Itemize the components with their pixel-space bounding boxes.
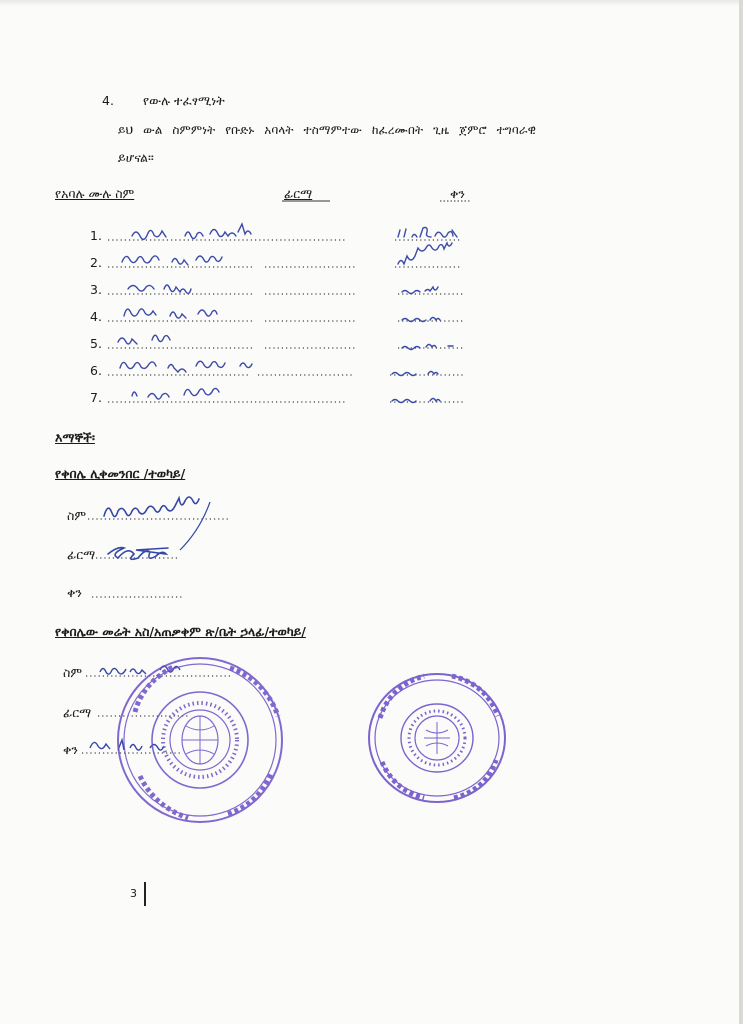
row-number: 1.: [90, 228, 102, 243]
kebele-name-label: ስም: [67, 508, 87, 523]
section-body-line2: ይሆናል፡፡: [118, 150, 154, 165]
row-number: 7.: [90, 390, 102, 405]
official-seal-stamp-right: [364, 668, 510, 808]
row-number: 3.: [90, 282, 102, 297]
section-body-line1: ይህ ውል ስምምነት የቡድኑ አባላት ተስማምተው ከፈረሙበት ጊዜ ጀምሮ ተግባራዊ: [118, 123, 537, 137]
row-number: 2.: [90, 255, 102, 270]
page-number: 3: [130, 887, 137, 900]
section-number: 4.: [102, 93, 114, 108]
land-office-signature-label: ፊርማ: [63, 705, 92, 720]
kebele-signature-label: ፊርማ: [67, 547, 96, 562]
land-office-name-label: ስም: [63, 665, 83, 680]
kebele-entry-lines: [0, 440, 743, 610]
row-number: 4.: [90, 309, 102, 324]
header-signature: ፊርማ: [284, 186, 313, 201]
official-seal-stamp-left: [110, 652, 290, 832]
header-member-name: የአባሉ ሙሉ ስም: [55, 186, 135, 201]
land-office-heading: የቀበሌው መሬት አስ/አጠቃቀም ጽ/ቤት ኃላፊ/ተወካይ/: [55, 624, 306, 639]
page-number-bar: [144, 882, 146, 906]
kebele-chair-heading: የቀበሌ ሊቀመንበር /ተወካይ/: [55, 466, 186, 481]
row-number: 5.: [90, 336, 102, 351]
handwritten-entries: [0, 0, 743, 420]
header-date: ቀን: [450, 186, 465, 201]
row-number: 6.: [90, 363, 102, 378]
witnesses-heading: እማኞች፡: [55, 430, 95, 445]
kebele-date-label: ቀን: [67, 585, 82, 600]
section-heading: የውሉ ተፈፃሚነት: [143, 93, 225, 108]
land-office-date-label: ቀን: [63, 742, 78, 757]
